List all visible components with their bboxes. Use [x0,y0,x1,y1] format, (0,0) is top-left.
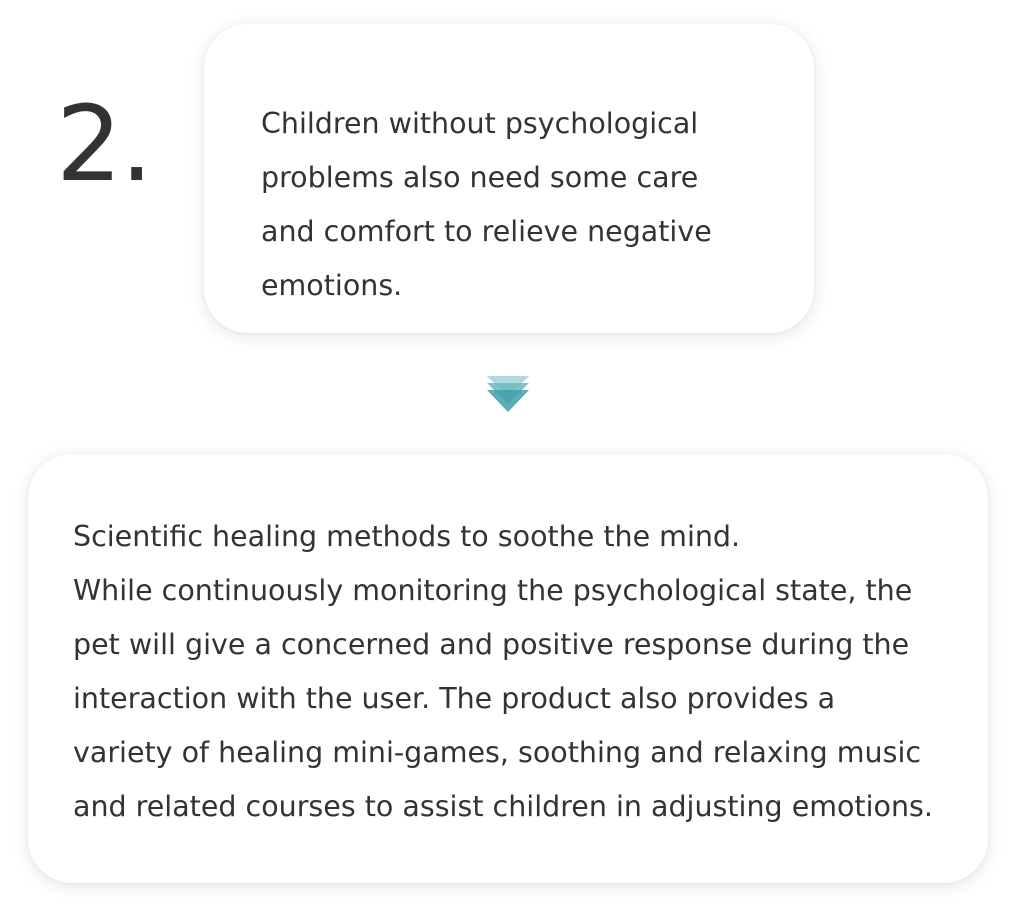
step-number: 2. [56,83,152,205]
solution-text-line: pet will give a concerned and positive response during the [73,628,910,661]
triple-chevron-down-icon [486,374,530,414]
problem-text-line: emotions. [261,269,403,302]
problem-card [204,24,814,333]
solution-heading: Scientific healing methods to soothe the mind. [73,520,741,553]
solution-text-line: While continuously monitoring the psychological state, the [73,574,913,607]
problem-text-line: problems also need some care [261,161,699,194]
problem-text-line: Children without psychological [261,107,699,140]
chevron-layer-front [487,390,529,412]
solution-text-line: and related courses to assist children in adjusting emotions. [73,790,933,823]
solution-text-line: interaction with the user. The product also provides a [73,682,836,715]
solution-text-line: variety of healing mini-games, soothing and relaxing music [73,736,922,769]
problem-text-line: and comfort to relieve negative [261,215,712,248]
solution-card [28,454,988,883]
